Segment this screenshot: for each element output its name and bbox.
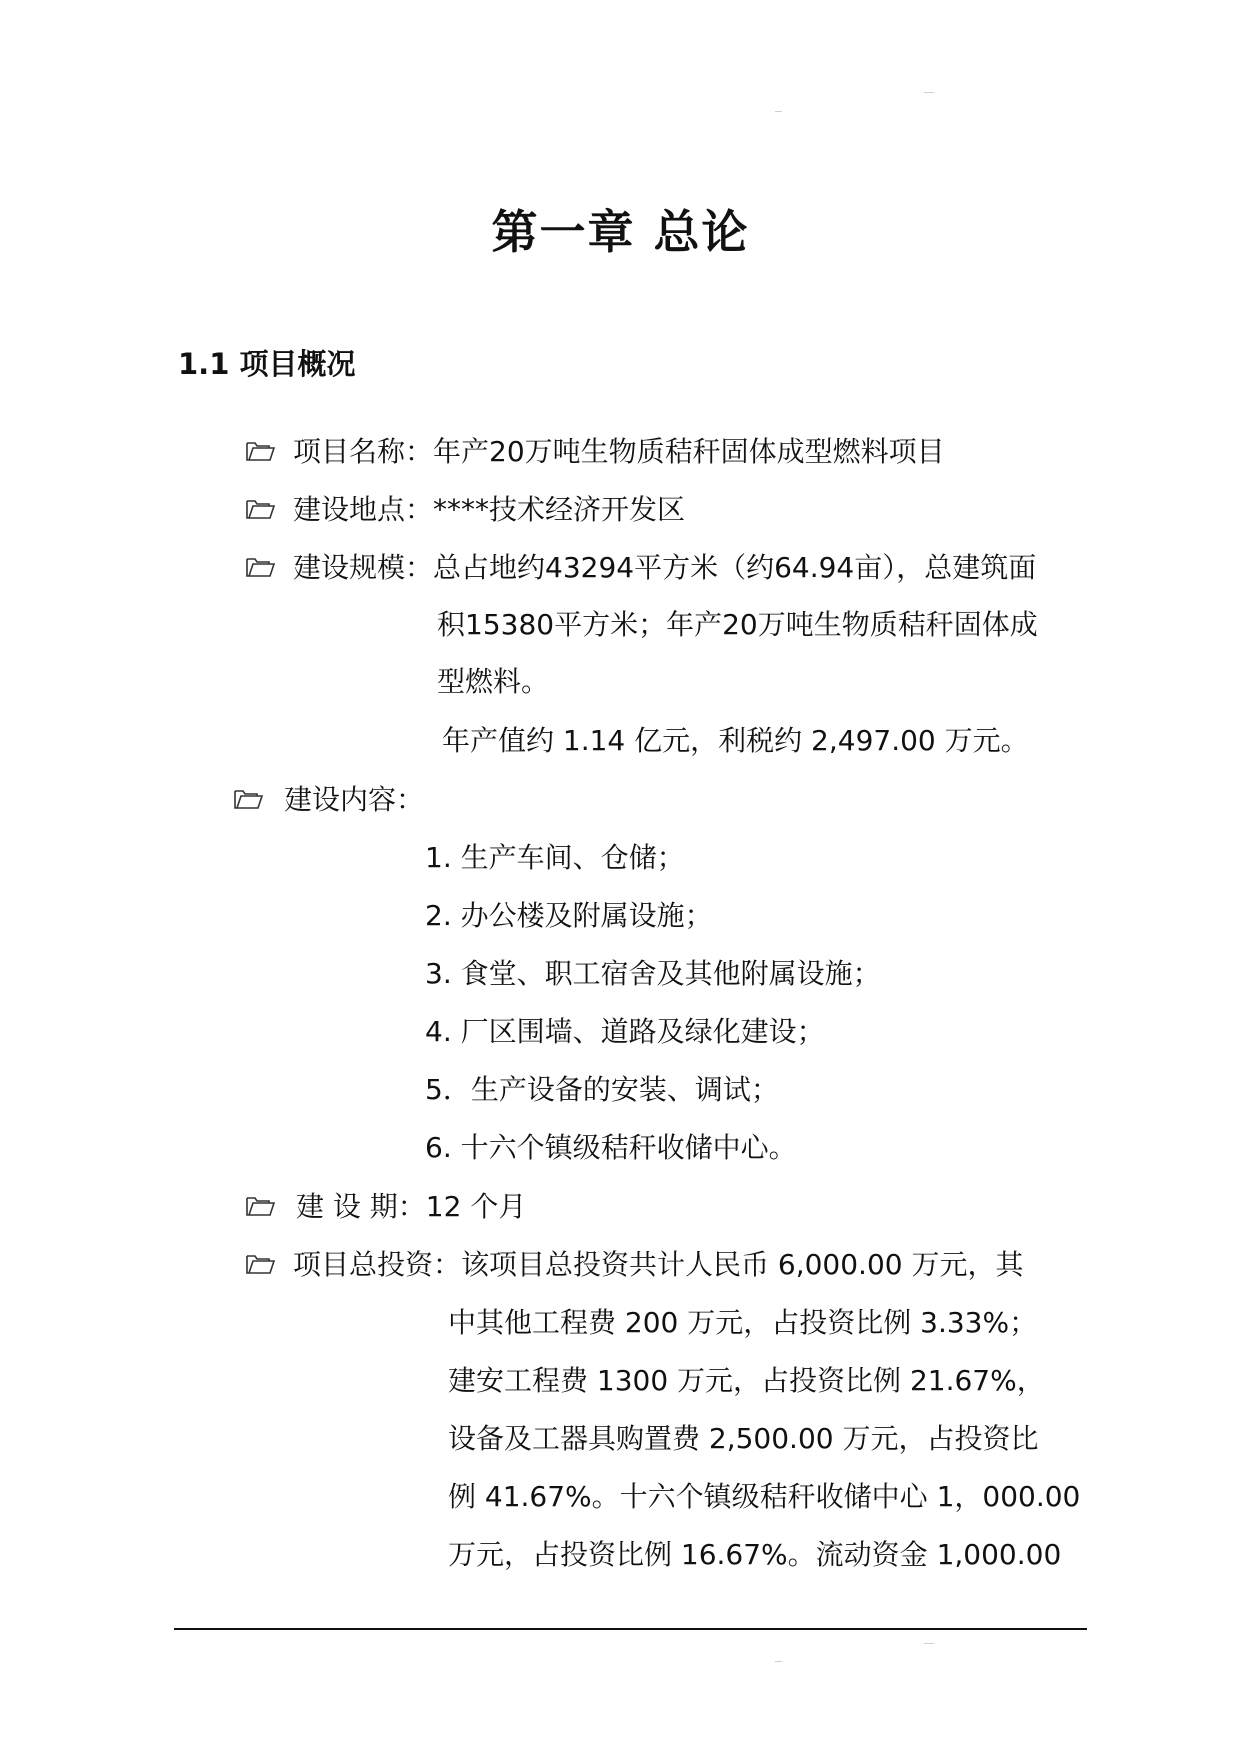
folder-icon (245, 497, 275, 521)
construction-period: 建 设 期：12 个月 (296, 1190, 527, 1223)
footer-mark-left (775, 1661, 782, 1662)
footer-mark-right (924, 1643, 934, 1644)
scale-line: 建设规模：总占地约43294平方米（约64.94亩），总建筑面 (293, 551, 1037, 584)
content-item: 2. 办公楼及附属设施； (425, 899, 713, 932)
header-mark-left (775, 111, 782, 112)
scale-line: 年产值约 1.14 亿元，利税约 2,497.00 万元。 (442, 724, 1029, 757)
investment-line: 设备及工器具购置费 2,500.00 万元，占投资比 (448, 1422, 1039, 1455)
folder-icon (245, 439, 275, 463)
folder-icon (245, 555, 275, 579)
investment-line: 项目总投资：该项目总投资共计人民币 6,000.00 万元，其 (293, 1248, 1024, 1281)
header-mark-right (924, 92, 934, 93)
investment-line: 万元，占投资比例 16.67%。流动资金 1,000.00 (448, 1538, 1062, 1571)
scale-line: 积15380平方米；年产20万吨生物质秸秆固体成 (437, 608, 1038, 641)
project-location: 建设地点：****技术经济开发区 (293, 493, 686, 526)
project-name: 项目名称：年产20万吨生物质秸秆固体成型燃料项目 (293, 435, 945, 468)
section-heading: 1.1 项目概况 (178, 347, 356, 381)
content-item: 5．生产设备的安装、调试； (425, 1073, 779, 1106)
folder-icon (245, 1194, 275, 1218)
investment-line: 建安工程费 1300 万元，占投资比例 21.67%， (448, 1364, 1045, 1397)
folder-icon (233, 787, 263, 811)
chapter-title: 第一章 总论 (491, 205, 750, 259)
content-item: 1. 生产车间、仓储； (425, 841, 685, 874)
content-item: 4. 厂区围墙、道路及绿化建设； (425, 1015, 825, 1048)
content-item: 6. 十六个镇级秸秆收储中心。 (425, 1131, 797, 1164)
content-label: 建设内容： (284, 783, 425, 816)
footer-rule (174, 1628, 1087, 1630)
scale-line: 型燃料。 (437, 665, 550, 698)
investment-line: 中其他工程费 200 万元，占投资比例 3.33%； (448, 1306, 1038, 1339)
folder-icon (245, 1252, 275, 1276)
content-item: 3. 食堂、职工宿舍及其他附属设施； (425, 957, 881, 990)
investment-line: 例 41.67%。十六个镇级秸秆收储中心 1，000.00 (448, 1480, 1081, 1513)
